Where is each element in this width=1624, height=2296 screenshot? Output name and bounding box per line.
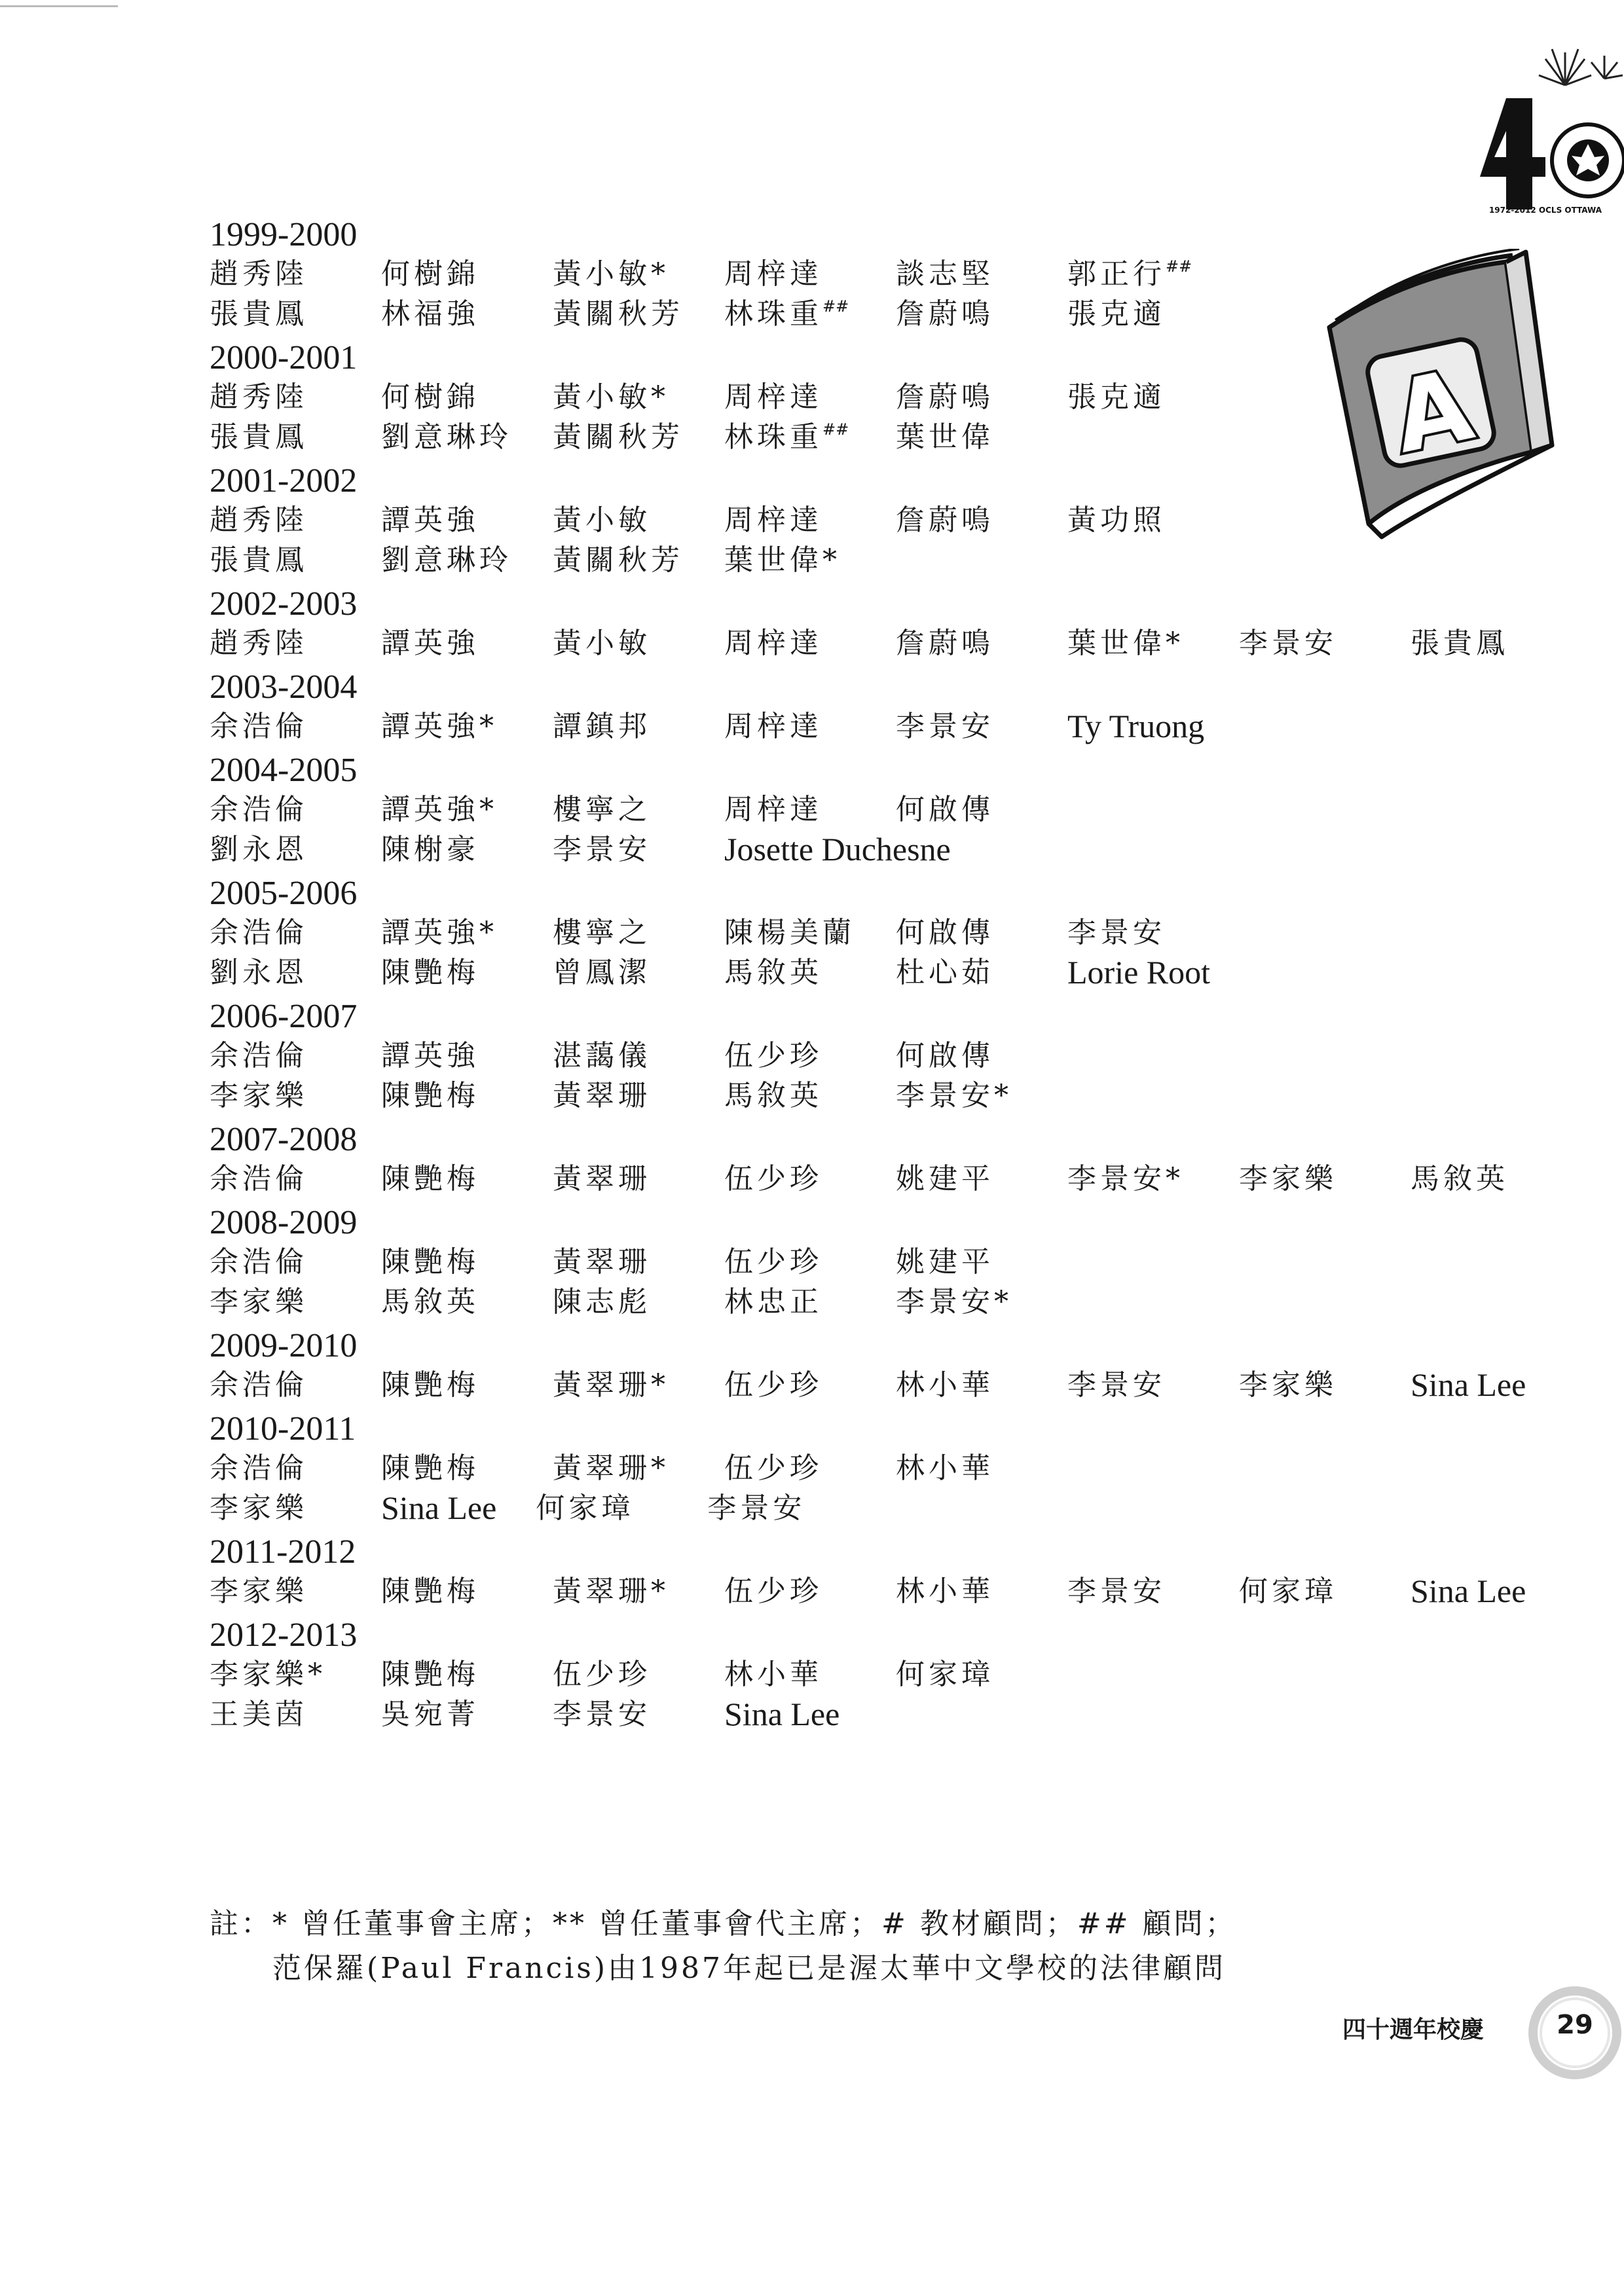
- member-name: 李家樂*: [210, 1658, 326, 1691]
- member-row: [210, 706, 1585, 746]
- term-block: [210, 1616, 1585, 1734]
- term-block: [210, 585, 1585, 663]
- member-name: 湛藹儀: [553, 1039, 651, 1072]
- term-block: [210, 998, 1585, 1116]
- member-row: [210, 1488, 1585, 1528]
- term-year: 2007-2008: [210, 1121, 358, 1158]
- member-name: 李景安*: [1067, 1162, 1184, 1195]
- member-name: 黃關秋芳: [553, 420, 684, 454]
- member-name: 林忠正: [724, 1285, 822, 1319]
- member-name: 黃關秋芳: [553, 543, 684, 577]
- term-year: 2001-2002: [210, 462, 358, 500]
- term-block: [210, 339, 1585, 457]
- member-name: 馬敘英: [381, 1285, 479, 1319]
- member-name: 李家樂: [210, 1079, 308, 1112]
- member-name: 林珠重##: [724, 297, 849, 331]
- member-name: 譚英強*: [381, 793, 498, 826]
- member-name: 林小華: [724, 1658, 822, 1691]
- member-name: 李景安: [553, 1698, 651, 1731]
- member-name: 劉意琳玲: [381, 420, 512, 454]
- member-name: 黃功照: [1067, 503, 1166, 537]
- term-year: 2000-2001: [210, 339, 358, 376]
- member-row: [210, 1159, 1585, 1199]
- member-name: 伍少珍: [724, 1245, 822, 1279]
- member-name: 李景安*: [896, 1079, 1012, 1112]
- anniversary-logo: [1467, 46, 1624, 216]
- member-name: 趙秀陸: [210, 627, 308, 660]
- member-name: 王美茵: [210, 1698, 308, 1731]
- member-name: 黃翠珊*: [553, 1451, 669, 1485]
- member-name: 曾鳳潔: [553, 956, 651, 989]
- member-row: [210, 254, 1585, 294]
- member-name: 李家樂: [210, 1285, 308, 1319]
- member-name: 譚英強*: [381, 916, 498, 949]
- member-row: [210, 1242, 1585, 1282]
- member-row: [210, 417, 1585, 457]
- member-name: 趙秀陸: [210, 503, 308, 537]
- term-block: [210, 875, 1585, 993]
- member-name: Sina Lee: [1411, 1366, 1526, 1403]
- term-block: [210, 752, 1585, 869]
- member-name: 陳艷梅: [381, 1658, 479, 1691]
- member-row: [210, 790, 1585, 829]
- book-letter: A: [1383, 348, 1482, 476]
- member-name: 陳志彪: [553, 1285, 651, 1319]
- member-name: 樓寧之: [553, 793, 651, 826]
- member-name: 李景安*: [896, 1285, 1012, 1319]
- member-name: 余浩倫: [210, 1162, 308, 1195]
- member-name: 周梓達: [724, 793, 822, 826]
- member-name: 何啟傳: [896, 916, 994, 949]
- member-name: 張貴鳳: [210, 420, 308, 454]
- member-name: 劉永恩: [210, 956, 308, 989]
- member-name: 張貴鳳: [1411, 627, 1509, 660]
- term-block: [210, 1121, 1585, 1199]
- member-row: [210, 1365, 1585, 1405]
- member-name: 詹蔚鳴: [896, 503, 994, 537]
- member-name: 周梓達: [724, 627, 822, 660]
- member-name: 葉世偉*: [1067, 627, 1184, 660]
- member-name: 黃翠珊: [553, 1079, 651, 1112]
- member-name: 黃翠珊: [553, 1245, 651, 1279]
- member-name: 何家璋: [536, 1491, 635, 1525]
- logo-text: 1972-2012 OCLS OTTAWA: [1488, 206, 1602, 215]
- member-row: [210, 1036, 1585, 1076]
- term-year: 2009-2010: [210, 1327, 358, 1364]
- member-name: 何啟傳: [896, 1039, 994, 1072]
- member-name: 陳艷梅: [381, 1245, 479, 1279]
- footnotes: [210, 1902, 1454, 1991]
- member-name: 詹蔚鳴: [896, 297, 994, 331]
- member-name: 何家璋: [1239, 1575, 1337, 1608]
- member-name: 吳宛菁: [381, 1698, 479, 1731]
- member-name: 黃小敏: [553, 627, 651, 660]
- member-name: 伍少珍: [724, 1368, 822, 1402]
- member-row: [210, 1282, 1585, 1322]
- member-name: 姚建平: [896, 1162, 994, 1195]
- member-name: 張克適: [1067, 297, 1166, 331]
- member-name: 林小華: [896, 1575, 994, 1608]
- member-name: 周梓達: [724, 503, 822, 537]
- member-name: 姚建平: [896, 1245, 994, 1279]
- member-name: 詹蔚鳴: [896, 627, 994, 660]
- member-name: 余浩倫: [210, 1368, 308, 1402]
- member-name: 馬敘英: [724, 1079, 822, 1112]
- member-name: 李家樂: [210, 1575, 308, 1608]
- term-year: 2003-2004: [210, 668, 358, 706]
- member-name: 趙秀陸: [210, 257, 308, 291]
- member-name: 黃小敏*: [553, 257, 669, 291]
- term-block: [210, 668, 1585, 746]
- member-name: 譚英強: [381, 503, 479, 537]
- member-name: 張克適: [1067, 380, 1166, 414]
- member-name: 馬敘英: [724, 956, 822, 989]
- member-row: [210, 1694, 1585, 1734]
- member-name: 葉世偉*: [724, 543, 841, 577]
- member-name: Lorie Root: [1067, 954, 1211, 991]
- member-name: 黃翠珊: [553, 1162, 651, 1195]
- member-name: 伍少珍: [724, 1039, 822, 1072]
- top-rule: [0, 5, 118, 7]
- member-name: 伍少珍: [724, 1451, 822, 1485]
- member-name: 伍少珍: [553, 1658, 651, 1691]
- member-name: 劉意琳玲: [381, 543, 512, 577]
- anniversary-label: 四十週年校慶: [1342, 2016, 1485, 2043]
- member-name: Ty Truong: [1067, 708, 1205, 744]
- member-name: 黃翠珊*: [553, 1368, 669, 1402]
- member-name: 李景安: [896, 710, 994, 743]
- member-name: 張貴鳳: [210, 543, 308, 577]
- term-block: [210, 216, 1585, 334]
- term-year: 2005-2006: [210, 875, 358, 912]
- member-name: 何家璋: [896, 1658, 994, 1691]
- term-year: 2010-2011: [210, 1410, 356, 1448]
- member-name: 李家樂: [1239, 1162, 1337, 1195]
- member-name: 黃關秋芳: [553, 297, 684, 331]
- member-name: 陳艷梅: [381, 1162, 479, 1195]
- member-name: 黃小敏: [553, 503, 651, 537]
- member-name: 何樹錦: [381, 380, 479, 414]
- member-name: Josette Duchesne: [724, 831, 951, 867]
- member-row: [210, 1571, 1585, 1611]
- member-name: 張貴鳳: [210, 297, 308, 331]
- member-name: 林小華: [896, 1451, 994, 1485]
- term-year: 2008-2009: [210, 1204, 358, 1241]
- member-name: 黃小敏*: [553, 380, 669, 414]
- member-name: 陳艷梅: [381, 956, 479, 989]
- member-name: 林珠重##: [724, 420, 849, 454]
- member-row: [210, 540, 1585, 580]
- member-name: 陳楊美蘭: [724, 916, 855, 949]
- member-name: 余浩倫: [210, 793, 308, 826]
- member-name: 李景安: [1067, 1575, 1166, 1608]
- member-name: 林小華: [896, 1368, 994, 1402]
- term-block: [210, 1533, 1585, 1611]
- member-row: [210, 1448, 1585, 1488]
- member-row: [210, 1654, 1585, 1694]
- member-name: 周梓達: [724, 257, 822, 291]
- member-name: 黃翠珊*: [553, 1575, 669, 1608]
- member-name: 余浩倫: [210, 1039, 308, 1072]
- term-block: [210, 1204, 1585, 1322]
- member-name: 林福強: [381, 297, 479, 331]
- member-name: 李景安: [1067, 1368, 1166, 1402]
- member-row: [210, 913, 1585, 953]
- member-row: [210, 829, 1585, 869]
- member-name: 譚英強: [381, 1039, 479, 1072]
- member-name: Sina Lee: [1411, 1573, 1526, 1609]
- member-name: 伍少珍: [724, 1575, 822, 1608]
- member-name: 何啟傳: [896, 793, 994, 826]
- term-year: 2002-2003: [210, 585, 358, 623]
- note-line-legend: 註：* 曾任董事會主席；** 曾任董事會代主席；# 教材顧問；## 顧問；: [210, 1907, 1237, 1941]
- note-line-legal-advisor: 范保羅(Paul Francis)由1987年起已是渥太華中文學校的法律顧問: [272, 1952, 1226, 1985]
- member-name: 李景安: [553, 833, 651, 866]
- member-name: 李家樂: [1239, 1368, 1337, 1402]
- member-name: 劉永恩: [210, 833, 308, 866]
- member-name: 談志堅: [896, 257, 994, 291]
- member-name: 周梓達: [724, 710, 822, 743]
- member-name: 陳艷梅: [381, 1368, 479, 1402]
- member-name: 周梓達: [724, 380, 822, 414]
- member-name: 余浩倫: [210, 1451, 308, 1485]
- member-name: 譚鎮邦: [553, 710, 651, 743]
- term-block: [210, 462, 1585, 580]
- member-name: 趙秀陸: [210, 380, 308, 414]
- member-name: 李家樂: [210, 1491, 308, 1525]
- member-name: 馬敘英: [1411, 1162, 1509, 1195]
- member-name: 詹蔚鳴: [896, 380, 994, 414]
- term-year: 2011-2012: [210, 1533, 356, 1571]
- member-name: 李景安: [707, 1491, 806, 1525]
- term-year: 2006-2007: [210, 998, 358, 1035]
- member-name: 譚英強: [381, 627, 479, 660]
- term-year: 2012-2013: [210, 1616, 358, 1654]
- member-name: 余浩倫: [210, 710, 308, 743]
- member-name: 李景安: [1067, 916, 1166, 949]
- member-name: 何樹錦: [381, 257, 479, 291]
- term-year: 2004-2005: [210, 752, 358, 789]
- member-name: 杜心茹: [896, 956, 994, 989]
- member-name: 陳艷梅: [381, 1575, 479, 1608]
- term-block: [210, 1327, 1585, 1405]
- member-name: 陳艷梅: [381, 1079, 479, 1112]
- member-row: [210, 1076, 1585, 1116]
- member-row: [210, 294, 1585, 334]
- member-name: 李景安: [1239, 627, 1337, 660]
- member-name: 葉世偉: [896, 420, 994, 454]
- term-year: 1999-2000: [210, 216, 358, 253]
- board-members-list: [210, 216, 1585, 1740]
- member-name: 陳榭豪: [381, 833, 479, 866]
- member-name: 余浩倫: [210, 916, 308, 949]
- member-row: [210, 377, 1585, 417]
- member-name: 余浩倫: [210, 1245, 308, 1279]
- member-name: 譚英強*: [381, 710, 498, 743]
- member-name: Sina Lee: [724, 1696, 840, 1732]
- member-name: 樓寧之: [553, 916, 651, 949]
- member-row: [210, 623, 1585, 663]
- member-name: 伍少珍: [724, 1162, 822, 1195]
- member-name: 郭正行##: [1067, 257, 1192, 291]
- member-row: [210, 500, 1585, 540]
- member-name: Sina Lee: [381, 1489, 497, 1526]
- page-number: 29: [1557, 2010, 1593, 2040]
- term-block: [210, 1410, 1585, 1528]
- member-row: [210, 953, 1585, 993]
- member-name: 陳艷梅: [381, 1451, 479, 1485]
